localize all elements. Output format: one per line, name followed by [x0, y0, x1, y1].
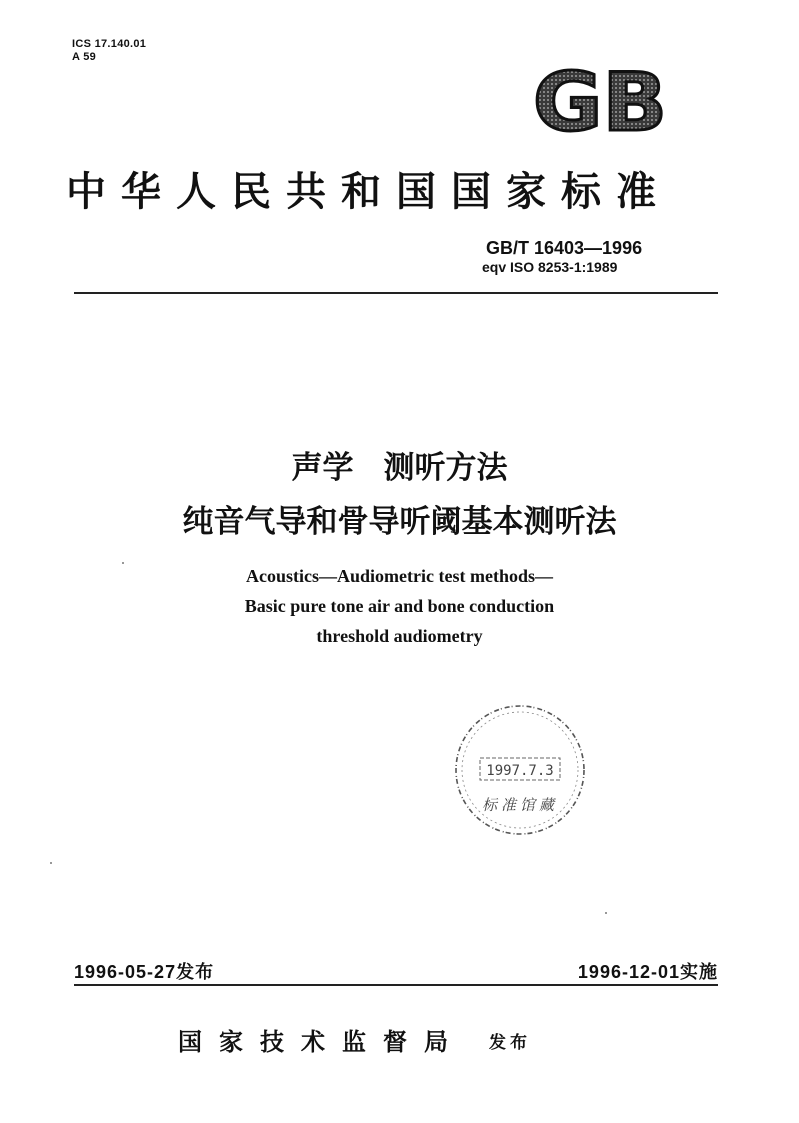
- title-audiometric-methods: 测听方法: [383, 450, 508, 486]
- implementation-date: 1996-12-01实施: [577, 962, 718, 982]
- publish-label: 发布: [489, 1033, 531, 1053]
- date-row: [74, 958, 718, 984]
- stamp-date: 1997.7.3: [486, 763, 554, 779]
- english-title-line2: Basic pure tone air and bone conduction: [244, 596, 555, 616]
- issuer-line: [178, 1022, 531, 1057]
- issue-date: 1996-05-27发布: [74, 962, 215, 982]
- scan-speck: [50, 862, 52, 864]
- gb-logo-text: GB: [533, 66, 667, 136]
- national-standard-heading: 中华人民共和国国家标准: [66, 169, 671, 215]
- issuing-organization: 国家技术监督局: [178, 1028, 465, 1056]
- top-divider: [74, 292, 718, 294]
- english-title-line3: threshold audiometry: [316, 626, 483, 646]
- scan-speck: [605, 912, 607, 914]
- standard-code: GB/T 16403—1996: [486, 238, 643, 258]
- title-acoustics: 声学: [291, 450, 354, 486]
- bottom-divider: [74, 984, 718, 986]
- english-title: [0, 561, 799, 651]
- standard-number-block: [482, 237, 643, 275]
- english-title-line1: Acoustics—Audiometric test methods—: [246, 566, 553, 586]
- chinese-title-line1: [0, 442, 799, 487]
- chinese-title-line2: 纯音气导和骨导听阈基本测听法: [182, 504, 617, 540]
- ics-code: ICS 17.140.01: [72, 38, 147, 50]
- library-stamp: [450, 700, 590, 840]
- stamp-text: 标准馆藏: [481, 796, 559, 814]
- ccs-code: A 59: [72, 51, 97, 63]
- scan-speck: [122, 562, 124, 564]
- equivalent-standard: eqv ISO 8253-1:1989: [482, 259, 618, 275]
- classification-codes: [72, 38, 146, 64]
- gb-logo: [530, 66, 670, 136]
